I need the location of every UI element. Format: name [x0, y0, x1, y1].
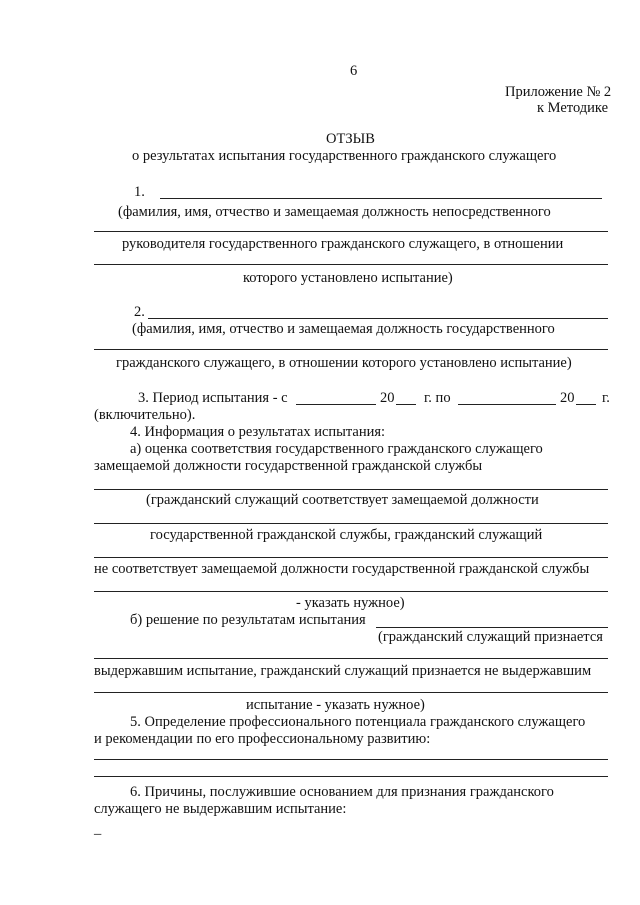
- section-4a-fill-line-3: [94, 557, 608, 558]
- section-4-heading: 4. Информация о результатах испытания:: [130, 424, 386, 440]
- section-1-fill-line-2: [94, 231, 608, 232]
- section-2-fill-line: [148, 318, 608, 319]
- section-4a-line-2: замещаемой должности государственной гражданской службы: [94, 458, 483, 474]
- section-4a-fill-line-2: [94, 523, 608, 524]
- period-end-suffix: г.: [602, 390, 610, 406]
- section-4a-fill-line-1: [94, 489, 608, 490]
- section-4a-hint-2: государственной гражданской службы, гражданский служащий: [150, 527, 543, 543]
- section-4b-hint-3: испытание - указать нужное): [246, 697, 425, 713]
- page-number: 6: [350, 63, 358, 79]
- period-start-line: [296, 404, 376, 405]
- section-1-hint-3: которого установлено испытание): [243, 270, 453, 286]
- section-4a-hint-3: не соответствует замещаемой должности государственной гражданской службы: [94, 561, 590, 577]
- section-3-tail: (включительно).: [94, 407, 196, 423]
- period-end-year-line: [576, 404, 596, 405]
- section-4a-hint-4: - указать нужное): [296, 595, 405, 611]
- section-2-hint-1: (фамилия, имя, отчество и замещаемая должность государственного: [132, 321, 555, 337]
- section-1-fill-line-3: [94, 264, 608, 265]
- section-2-number: 2.: [134, 304, 145, 320]
- section-3-label: 3. Период испытания - с: [138, 390, 288, 406]
- document-subtitle: о результатах испытания государственного гражданского служащего: [132, 148, 557, 164]
- period-to-label: г. по: [424, 390, 451, 406]
- section-4b-fill-line-1: [376, 627, 608, 628]
- appendix-line-2: к Методике: [537, 100, 609, 116]
- section-4b-hint-1: (гражданский служащий признается: [378, 629, 603, 645]
- document-title: ОТЗЫВ: [326, 131, 375, 147]
- section-6-dash: –: [94, 826, 102, 842]
- section-1-hint-2: руководителя государственного гражданского служащего, в отношении: [122, 236, 564, 252]
- section-4b-fill-line-3: [94, 692, 608, 693]
- section-6-line-2: служащего не выдержавшим испытание:: [94, 801, 347, 817]
- period-end-year: 20: [560, 390, 575, 406]
- section-2-fill-line-2: [94, 349, 608, 350]
- section-4b-hint-2: выдержавшим испытание, гражданский служащий признается не выдержавшим: [94, 663, 592, 679]
- section-1-hint-1: (фамилия, имя, отчество и замещаемая должность непосредственного: [118, 204, 551, 220]
- period-end-line: [458, 404, 556, 405]
- section-2-hint-2: гражданского служащего, в отношении которого установлено испытание): [116, 355, 572, 371]
- period-start-year: 20: [380, 390, 395, 406]
- section-4b-fill-line-2: [94, 658, 608, 659]
- section-4b-line: б) решение по результатам испытания: [130, 612, 366, 628]
- section-5-fill-line-1: [94, 759, 608, 760]
- section-4a-fill-line-4: [94, 591, 608, 592]
- section-1-number: 1.: [134, 184, 145, 200]
- section-1-fill-line: [160, 198, 602, 199]
- appendix-line-1: Приложение № 2: [505, 84, 612, 100]
- section-5-fill-line-2: [94, 776, 608, 777]
- section-5-line-2: и рекомендации по его профессиональному развитию:: [94, 731, 431, 747]
- section-6-line-1: 6. Причины, послужившие основанием для признания гражданского: [130, 784, 554, 800]
- period-start-year-line: [396, 404, 416, 405]
- section-4a-hint-1: (гражданский служащий соответствует замещаемой должности: [146, 492, 539, 508]
- section-5-line-1: 5. Определение профессионального потенциала гражданского служащего: [130, 714, 586, 730]
- section-4a-line-1: а) оценка соответствия государственного гражданского служащего: [130, 441, 543, 457]
